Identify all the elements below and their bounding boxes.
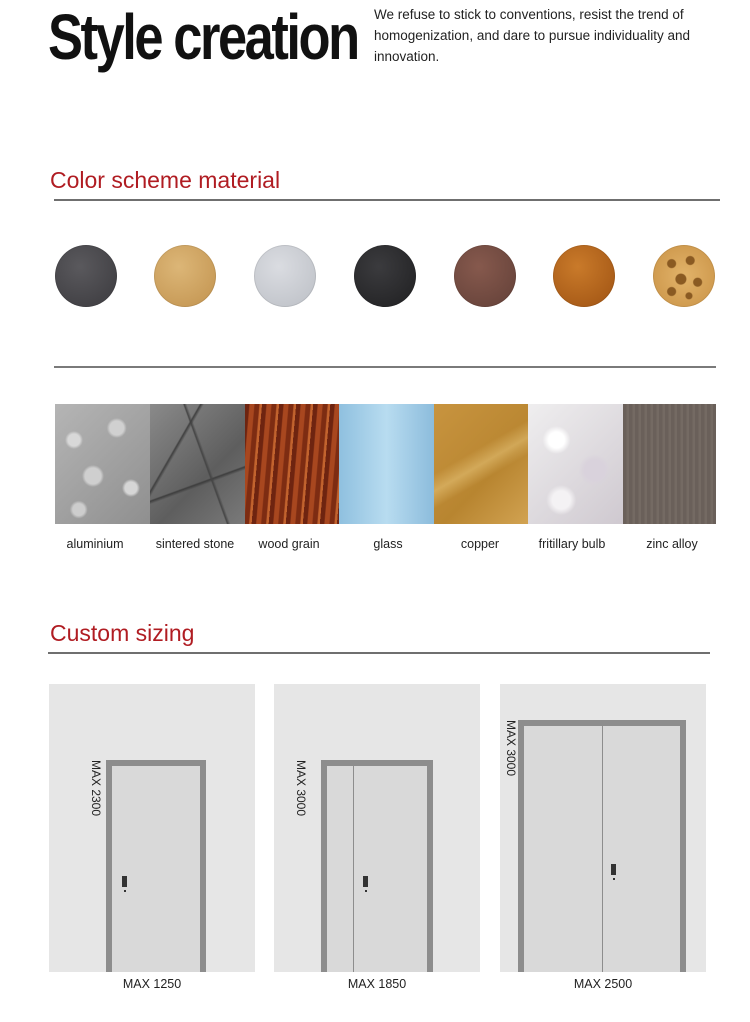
material-label-copper: copper [460, 537, 500, 551]
leaf-divider [602, 726, 603, 972]
swatch-amber-copper [553, 245, 615, 307]
material-tile-zinc-alloy [623, 404, 716, 524]
lock-dot-icon [124, 890, 126, 892]
material-tile-aluminium [55, 404, 150, 524]
door-handle-icon [611, 864, 616, 875]
swatch-silver [254, 245, 316, 307]
door-frame-mother-son [321, 760, 433, 972]
material-tile-wood-grain [245, 404, 340, 524]
material-label-zinc-alloy: zinc alloy [646, 537, 698, 551]
material-tile-fritillary-bulb [528, 404, 623, 524]
material-tile-glass [339, 404, 434, 524]
materials-divider [54, 366, 716, 368]
swatch-leopard-gold [653, 245, 715, 307]
max-height-label-mother-son: MAX 3000 [294, 760, 308, 817]
swatch-bronze-brown [454, 245, 516, 307]
door-panel-single [49, 684, 255, 972]
swatch-dark-grey [55, 245, 117, 307]
max-height-label-single: MAX 2300 [89, 760, 103, 817]
material-label-wood-grain: wood grain [258, 537, 320, 551]
max-width-label-mother-son: MAX 1850 [347, 977, 407, 991]
custom-sizing-heading: Custom sizing [50, 620, 195, 646]
door-handle-icon [122, 876, 127, 887]
door-handle-icon [363, 876, 368, 887]
material-tile-sintered-stone [150, 404, 245, 524]
lock-dot-icon [613, 878, 615, 880]
max-height-label-double: MAX 3000 [504, 720, 518, 777]
door-panel-double [500, 684, 706, 972]
lock-dot-icon [365, 890, 367, 892]
material-label-aluminium: aluminium [66, 537, 124, 551]
leaf-divider [353, 766, 354, 972]
max-width-label-single: MAX 1250 [122, 977, 182, 991]
swatch-champagne-gold [154, 245, 216, 307]
page-title: Style creation [48, 1, 358, 73]
max-width-label-double: MAX 2500 [573, 977, 633, 991]
color-heading-divider [54, 199, 720, 201]
sizing-heading-divider [48, 652, 710, 654]
material-tile-copper [434, 404, 529, 524]
swatch-black [354, 245, 416, 307]
intro-text: We refuse to stick to conventions, resist the trend of homogenization, and dare to pursue individuality and innovation. [374, 7, 690, 64]
color-scheme-heading: Color scheme material [50, 167, 281, 193]
door-frame-single [106, 760, 206, 972]
material-label-fritillary-bulb: fritillary bulb [538, 537, 606, 551]
material-label-sintered-stone: sintered stone [155, 537, 235, 551]
door-panel-mother-son [274, 684, 480, 972]
material-label-glass: glass [373, 537, 403, 551]
door-frame-double [518, 720, 686, 972]
